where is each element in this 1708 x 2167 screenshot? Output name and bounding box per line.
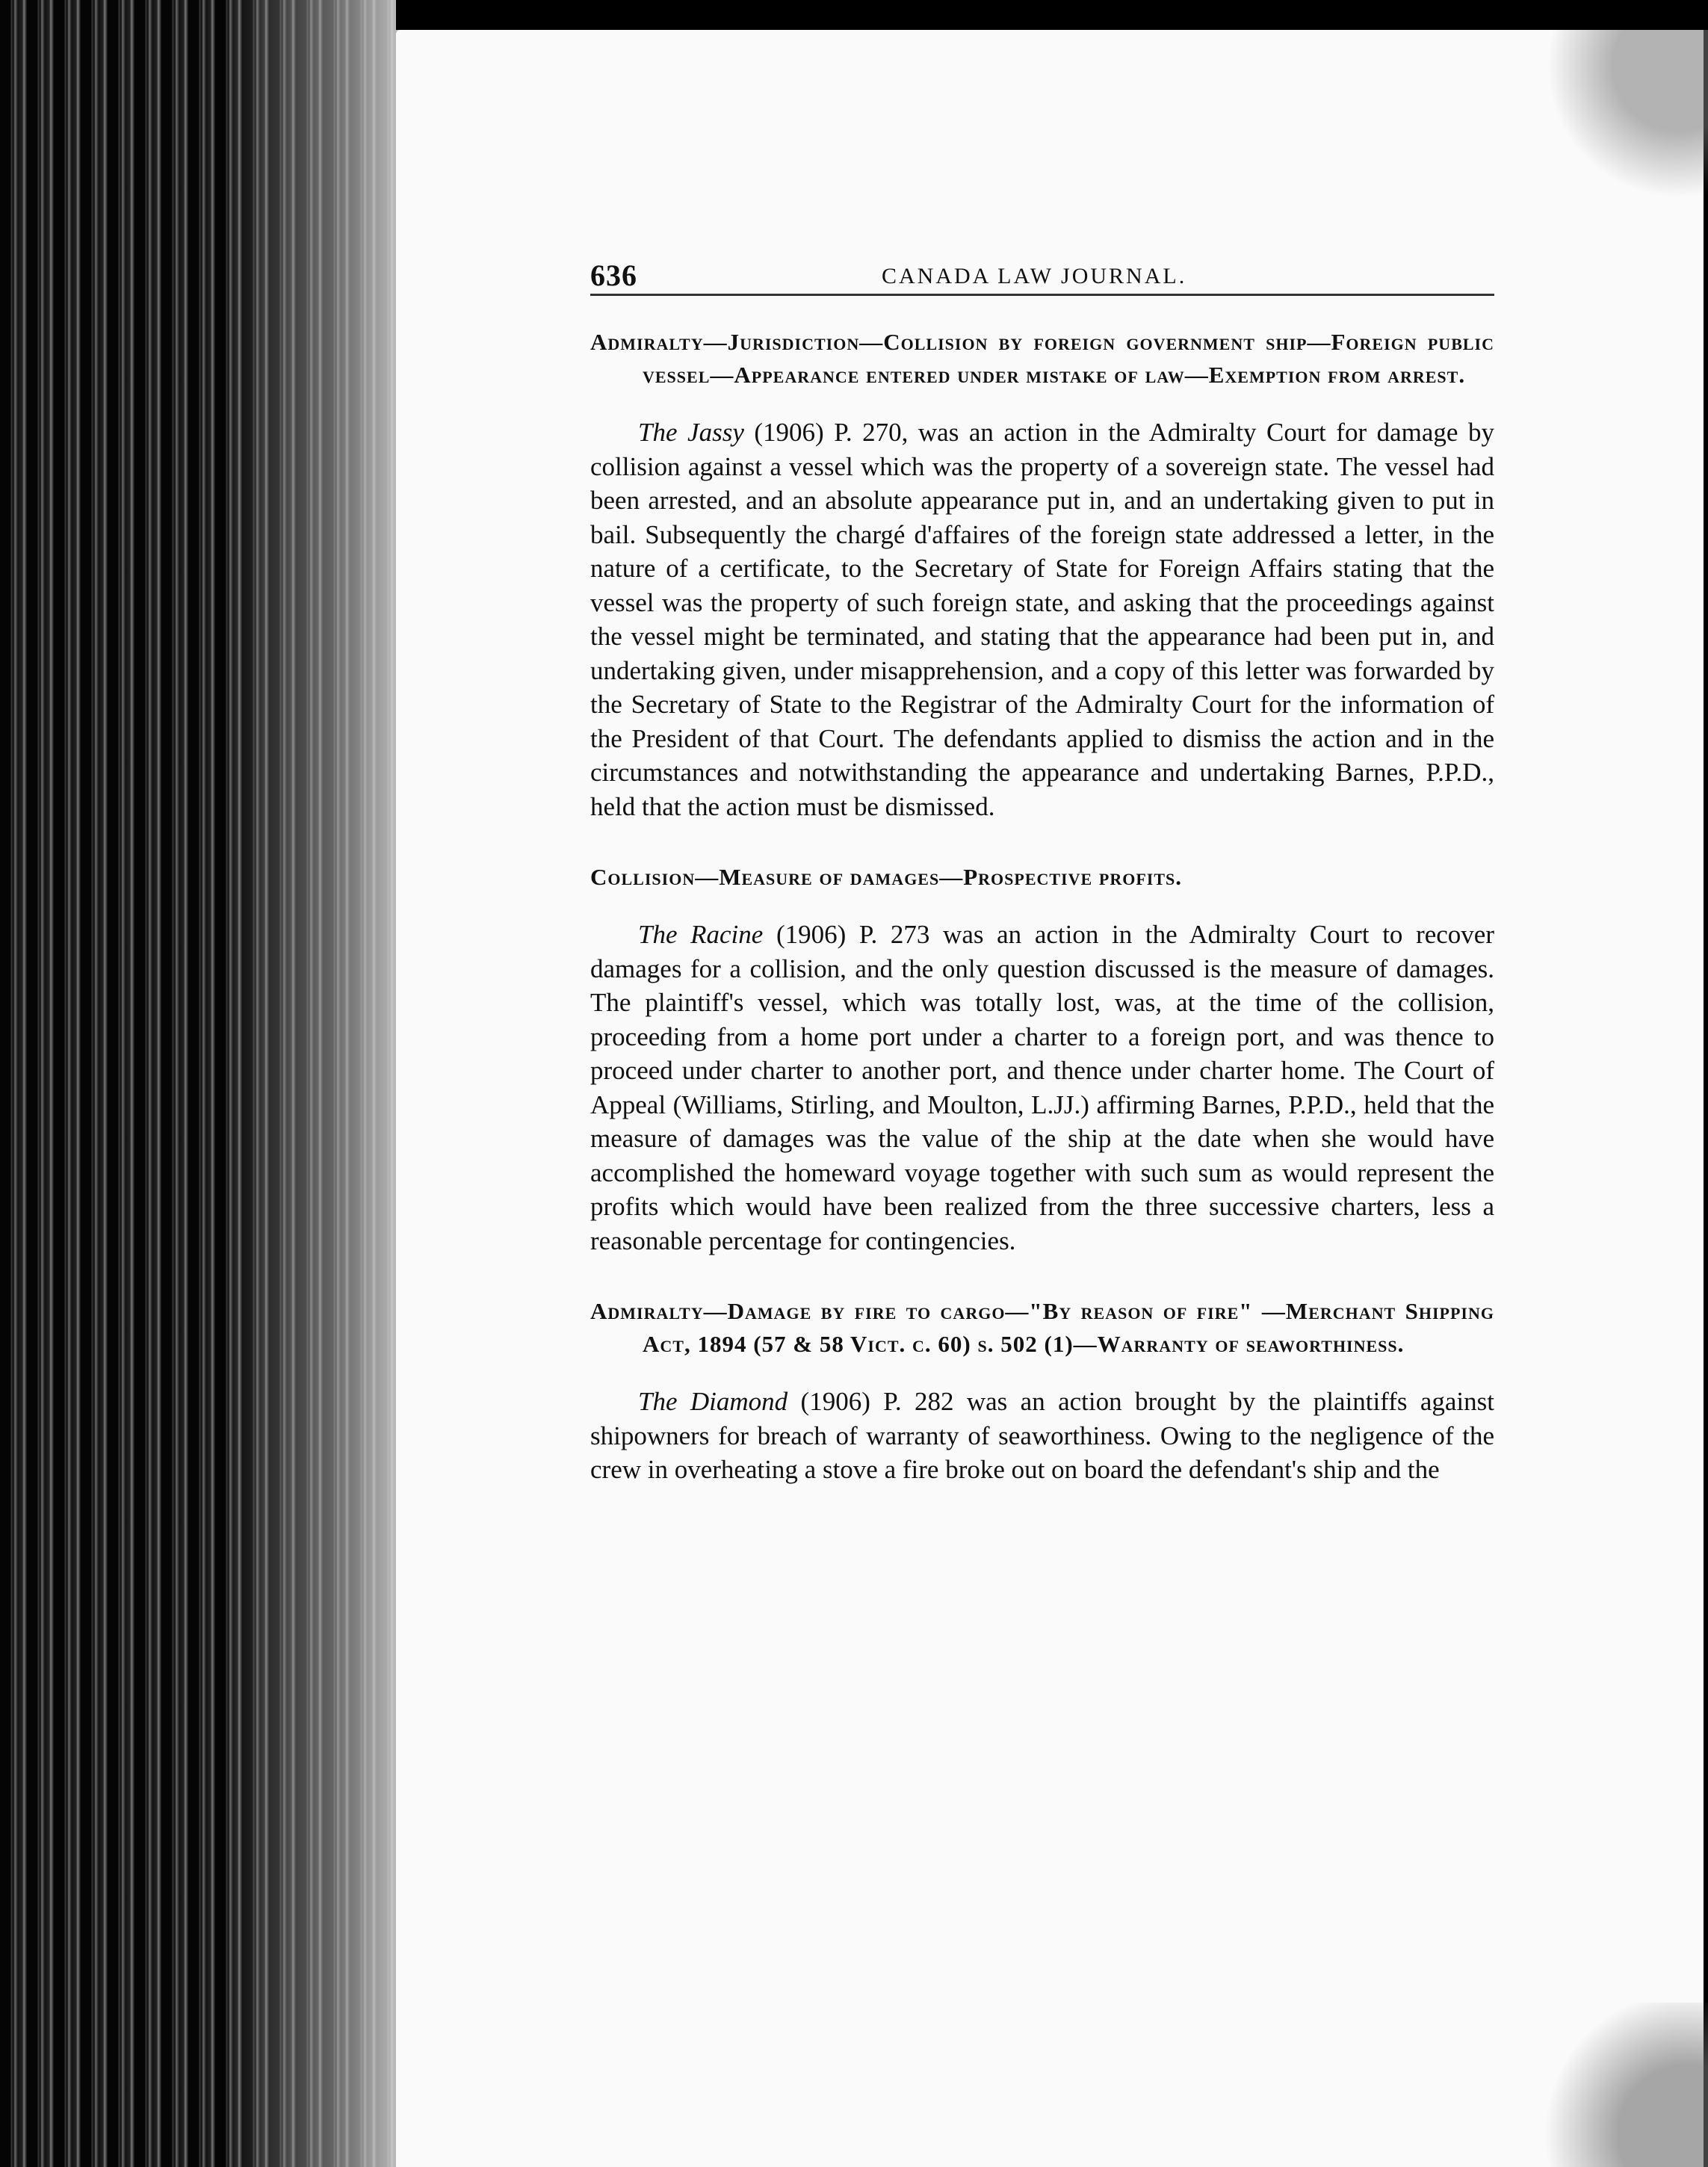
scan-noise-top-right bbox=[1514, 30, 1708, 209]
case-name-jassy: The Jassy bbox=[638, 418, 744, 447]
running-head bbox=[590, 258, 1494, 296]
section-headnote-racine: Collision—Measure of damages—Prospective profits. bbox=[590, 864, 1183, 890]
scan-noise-bottom-right bbox=[1499, 2003, 1708, 2167]
case-paragraph-diamond bbox=[590, 1385, 1494, 1487]
case-name-diamond: The Diamond bbox=[638, 1387, 788, 1416]
case-body-jassy: (1906) P. 270, was an action in the Admiralty Court for damage by collision against a vessel which was the property of a sovereign state. The vessel had been arrested, and an absolute appearance put in, and an undertaking given to put in bail. Subsequently the chargé d'affaires of the foreign state addressed a letter, in the nature of a certificate, to the Secretary of State for Foreign Affairs stating that the vessel was the property of such foreign state, and asking that the proceedings against the vessel might be terminated, and stating that the appearance had been put in, and undertaking given, under misapprehension, and a copy of this letter was forwarded by the Secretary of State to the Registrar of the Admiralty Court for the information of the President of that Court. The defendants applied to dismiss the action and in the circumstances and notwithstanding the appearance and undertaking Barnes, P.P.D., held that the action must be dismissed. bbox=[590, 418, 1494, 821]
case-body-diamond: (1906) P. 282 was an action brought by the plaintiffs against shipowners for breach of warranty of seaworthiness. Owing to the negligence of the crew in overheating a stove a fire broke out on board the defendant's ship and the bbox=[590, 1387, 1495, 1484]
page-number: 636 bbox=[590, 259, 637, 292]
page-gutter-shadow bbox=[224, 0, 418, 2167]
case-name-racine: The Racine bbox=[638, 920, 764, 949]
case-paragraph-racine bbox=[590, 918, 1494, 1258]
section-headnote-diamond: Admiralty—Damage by fire to cargo—"By reason of fire" —Merchant Shipping Act, 1894 (57 & 58 Vict. c. 60) s. 502 (1)—Warranty of seaworthiness. bbox=[590, 1298, 1494, 1357]
case-body-racine: (1906) P. 273 was an action in the Admiralty Court to recover damages for a collision, and the only question discussed is the measure of damages. The plaintiff's vessel, which was totally lost, was, at the time of the collision, proceeding from a home port under a charter to a foreign port, and was thence to proceed under charter to another port, and thence under charter home. The Court of Appeal (Williams, Stirling, and Moulton, L.JJ.) affirming Barnes, P.P.D., held that the measure of damages was the value of the ship at the date when she would have accomplished the homeward voyage together with such sum as would represent the profits which would have been realized from the three successive charters, less a reasonable percentage for contingencies. bbox=[590, 920, 1494, 1255]
journal-title: CANADA LAW JOURNAL. bbox=[882, 264, 1187, 288]
section-headnote-jassy: Admiralty—Jurisdiction—Collision by foreign government ship—Foreign public vessel—Appearance entered under mistake of law—Exemption from arrest. bbox=[590, 329, 1494, 388]
top-scan-border bbox=[396, 0, 1708, 30]
case-paragraph-jassy bbox=[590, 415, 1494, 823]
page-text-column bbox=[590, 258, 1494, 1487]
